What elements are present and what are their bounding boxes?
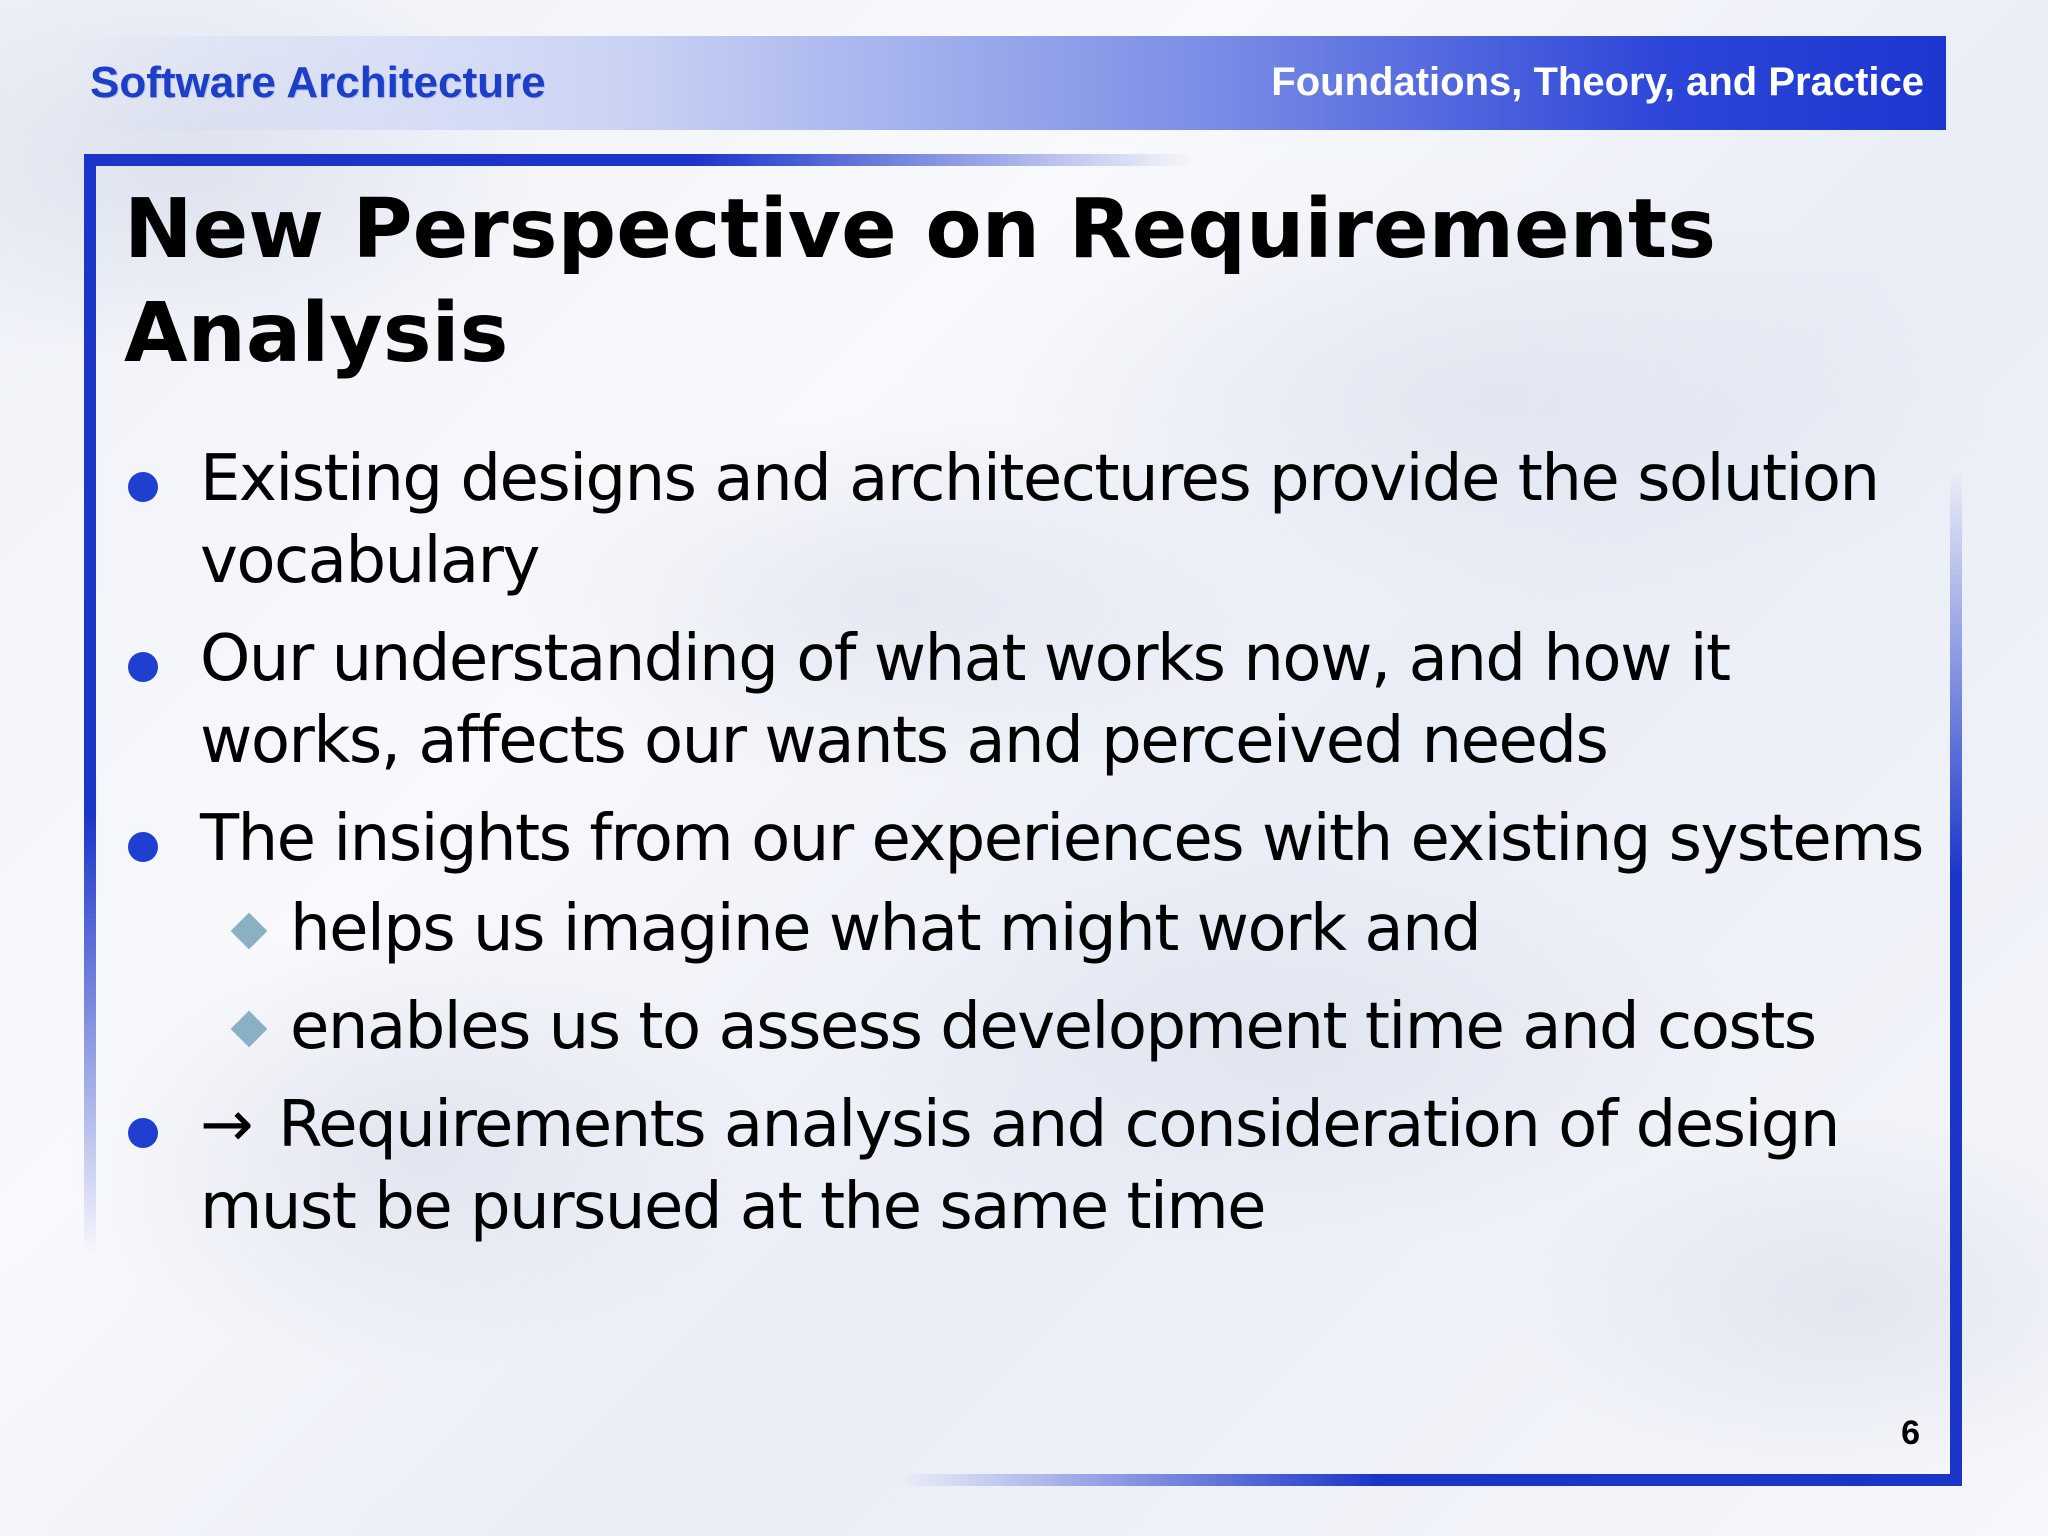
frame-border-right <box>1950 470 1962 1486</box>
bullet-dot-icon <box>128 832 158 862</box>
page-number: 6 <box>1901 1414 1920 1452</box>
frame-border-top <box>84 154 1194 166</box>
slide-title: New Perspective on Requirements Analysis <box>124 182 1717 381</box>
bullet-dot-icon <box>128 1118 158 1148</box>
frame-border-left <box>84 154 96 1254</box>
sub-bullet-text: helps us imagine what might work and <box>290 892 1481 966</box>
bullet-dot-icon <box>128 652 158 682</box>
course-title: Software Architecture <box>90 58 546 107</box>
bullet-item <box>124 438 1924 602</box>
bullet-list <box>124 438 1924 1264</box>
sub-bullet-item <box>124 888 1924 970</box>
sub-bullet-item <box>124 986 1924 1068</box>
sub-bullet-text: enables us to assess development time and costs <box>290 990 1816 1064</box>
header-banner <box>70 36 1946 130</box>
bullet-text: Existing designs and architectures provide the solution vocabulary <box>200 442 1879 598</box>
bullet-item <box>124 1084 1924 1248</box>
bullet-dot-icon <box>128 472 158 502</box>
bullet-item <box>124 618 1924 782</box>
bullet-text: The insights from our experiences with existing systems <box>200 802 1923 876</box>
arrow-right-icon: → <box>200 1088 253 1162</box>
diamond-bullet-icon <box>231 913 268 950</box>
bullet-text: Requirements analysis and consideration of design must be pursued at the same time <box>200 1088 1839 1244</box>
frame-border-bottom <box>900 1474 1962 1486</box>
book-subtitle: Foundations, Theory, and Practice <box>1271 60 1924 104</box>
diamond-bullet-icon <box>231 1011 268 1048</box>
bullet-text: Our understanding of what works now, and how it works, affects our wants and perceived needs <box>200 622 1730 778</box>
bullet-item <box>124 798 1924 880</box>
